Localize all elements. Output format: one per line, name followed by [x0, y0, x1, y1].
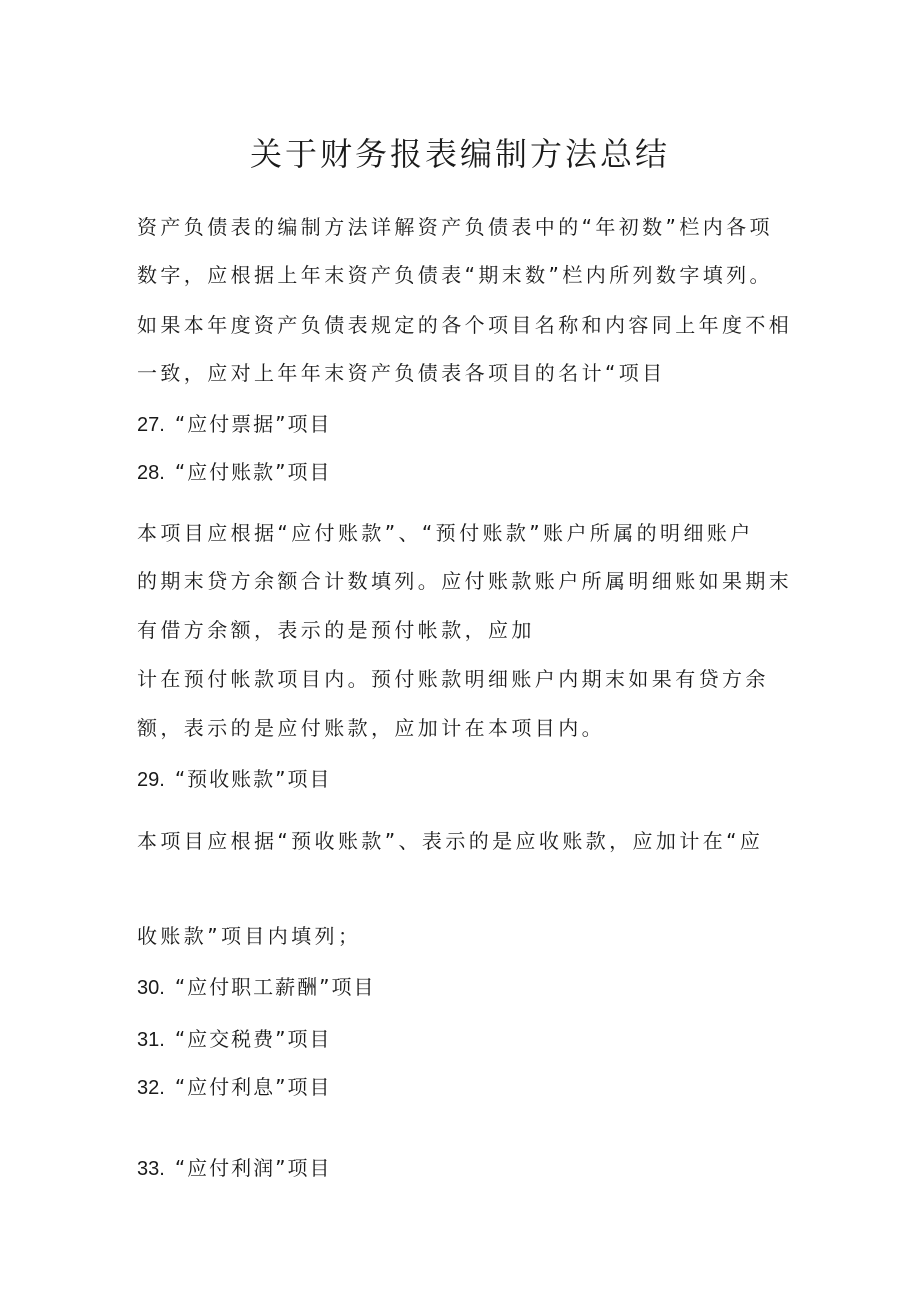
item-heading-31: [137, 1024, 332, 1055]
item-number: 27.: [137, 414, 165, 436]
item-heading-30: [137, 972, 376, 1003]
paragraph-line: 一致，应对上年年末资产负债表各项目的名计“项目: [137, 361, 666, 385]
item-text: “应付票据”项目: [174, 412, 332, 436]
paragraph-line: 计在预付帐款项目内。预付账款明细账户内期末如果有贷方余: [137, 667, 769, 691]
item-heading-27: [137, 409, 332, 440]
item-text: “应付账款”项目: [174, 460, 332, 484]
item-number: 30.: [137, 977, 165, 999]
paragraph-line: 资产负债表的编制方法详解资产负债表中的“年初数”栏内各项: [137, 215, 773, 239]
item-text: “应交税费”项目: [174, 1027, 332, 1051]
item-number: 29.: [137, 769, 165, 791]
item-text: “应付职工薪酬”项目: [174, 975, 376, 999]
item-number: 28.: [137, 462, 165, 484]
item-heading-29: [137, 764, 332, 795]
item-heading-33: [137, 1153, 332, 1184]
item-number: 32.: [137, 1077, 165, 1099]
paragraph-line: 本项目应根据“应付账款”、“预付账款”账户所属的明细账户: [137, 521, 754, 545]
document-title: 关于财务报表编制方法总结: [249, 135, 670, 173]
paragraph-line: 的期末贷方余额合计数填列。应付账款账户所属明细账如果期末: [137, 569, 793, 593]
item-number: 31.: [137, 1029, 165, 1051]
paragraph-line: 如果本年度资产负债表规定的各个项目名称和内容同上年度不相: [137, 313, 793, 337]
paragraph-line: 有借方余额，表示的是预付帐款，应加: [137, 618, 535, 642]
item-text: “应付利息”项目: [174, 1075, 332, 1099]
item-heading-28: [137, 457, 332, 488]
item-number: 33.: [137, 1158, 165, 1180]
paragraph-line: 数字，应根据上年末资产负债表“期末数”栏内所列数字填列。: [137, 263, 773, 287]
paragraph-line: 收账款”项目内填列；: [137, 924, 362, 948]
item-text: “预收账款”项目: [174, 767, 332, 791]
item-text: “应付利润”项目: [174, 1156, 332, 1180]
item-heading-32: [137, 1072, 332, 1103]
paragraph-line: 本项目应根据“预收账款”、表示的是应收账款，应加计在“应: [137, 829, 764, 853]
paragraph-line: 额，表示的是应付账款，应加计在本项目内。: [137, 716, 605, 740]
